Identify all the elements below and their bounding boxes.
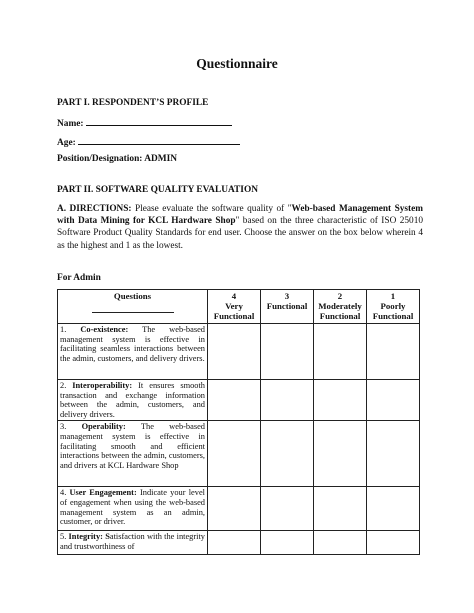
table-row [58, 421, 420, 487]
name-field [57, 116, 232, 130]
rating-3-cell[interactable] [261, 487, 314, 531]
rating-3-cell[interactable] [261, 380, 314, 421]
part1-heading: PART I. RESPONDENT’S PROFILE [57, 98, 209, 108]
directions-text-2: " based on the three characteristic of ISO 25010 Software Product Quality Standards for end user. Choose the answer on the box below wherein 4 as the highest and 1 as the lowest. [57, 216, 423, 251]
rating-4-cell[interactable] [208, 487, 261, 531]
rating-4-cell[interactable] [208, 380, 261, 421]
rating-3-cell[interactable] [261, 324, 314, 380]
evaluation-table [57, 289, 420, 555]
header-rating-3: 3 Functional [261, 290, 314, 324]
rating-4-cell[interactable] [208, 421, 261, 487]
header-questions: Questions [58, 290, 208, 324]
question-cell: 2. Interoperability: It ensures smooth transaction and exchange information between the admin, customers, and delivery drivers. [58, 380, 208, 421]
table-header-row [58, 290, 420, 324]
rating-4-cell[interactable] [208, 324, 261, 380]
questions-underline [92, 310, 174, 313]
directions-text-1: Please evaluate the software quality of " [131, 204, 292, 214]
rating-2-cell[interactable] [314, 324, 367, 380]
section-label: For Admin [57, 273, 101, 283]
page-title: Questionnaire [196, 56, 278, 71]
rating-3-cell[interactable] [261, 531, 314, 555]
directions-lead: A. DIRECTIONS: [57, 204, 132, 214]
table-row [58, 487, 420, 531]
header-rating-1: 1 Poorly Functional [367, 290, 420, 324]
table-row [58, 531, 420, 555]
rating-4-cell[interactable] [208, 531, 261, 555]
question-cell: 4. User Engagement: Indicate your level of engagement when using the web-based management system as an admin, customer, or driver. [58, 487, 208, 531]
rating-1-cell[interactable] [367, 531, 420, 555]
part2-heading: PART II. SOFTWARE QUALITY EVALUATION [57, 185, 259, 195]
rating-2-cell[interactable] [314, 487, 367, 531]
position-field [57, 153, 177, 165]
rating-1-cell[interactable] [367, 324, 420, 380]
rating-1-cell[interactable] [367, 380, 420, 421]
position-label: Position/Designation: [57, 154, 143, 164]
directions-system-name: Web-based Management System with Data Mining for KCL Hardware Shop [57, 204, 424, 227]
directions-paragraph [57, 203, 423, 252]
name-blank-line [86, 116, 232, 126]
question-cell: 5. Integrity: Satisfaction with the integrity and trustworthiness of [58, 531, 208, 555]
age-field [57, 135, 240, 149]
header-rating-4: 4 Very Functional [208, 290, 261, 324]
question-cell: 1. Co-existence: The web-based management system is effective in facilitating seamless interactions between the admin, customers, and delivery drivers. [58, 324, 208, 380]
question-cell: 3. Operability: The web-based management system is effective in facilitating smooth and efficient interactions between the admin, customers, and drivers at KCL Hardware Shop [58, 421, 208, 487]
header-rating-2: 2 Moderately Functional [314, 290, 367, 324]
age-blank-line [78, 135, 240, 145]
rating-3-cell[interactable] [261, 421, 314, 487]
name-label: Name: [57, 119, 84, 129]
rating-2-cell[interactable] [314, 421, 367, 487]
age-label: Age: [57, 138, 76, 148]
rating-2-cell[interactable] [314, 380, 367, 421]
rating-1-cell[interactable] [367, 421, 420, 487]
position-value: ADMIN [144, 154, 178, 164]
rating-1-cell[interactable] [367, 487, 420, 531]
rating-2-cell[interactable] [314, 531, 367, 555]
table-row [58, 380, 420, 421]
table-row [58, 324, 420, 380]
